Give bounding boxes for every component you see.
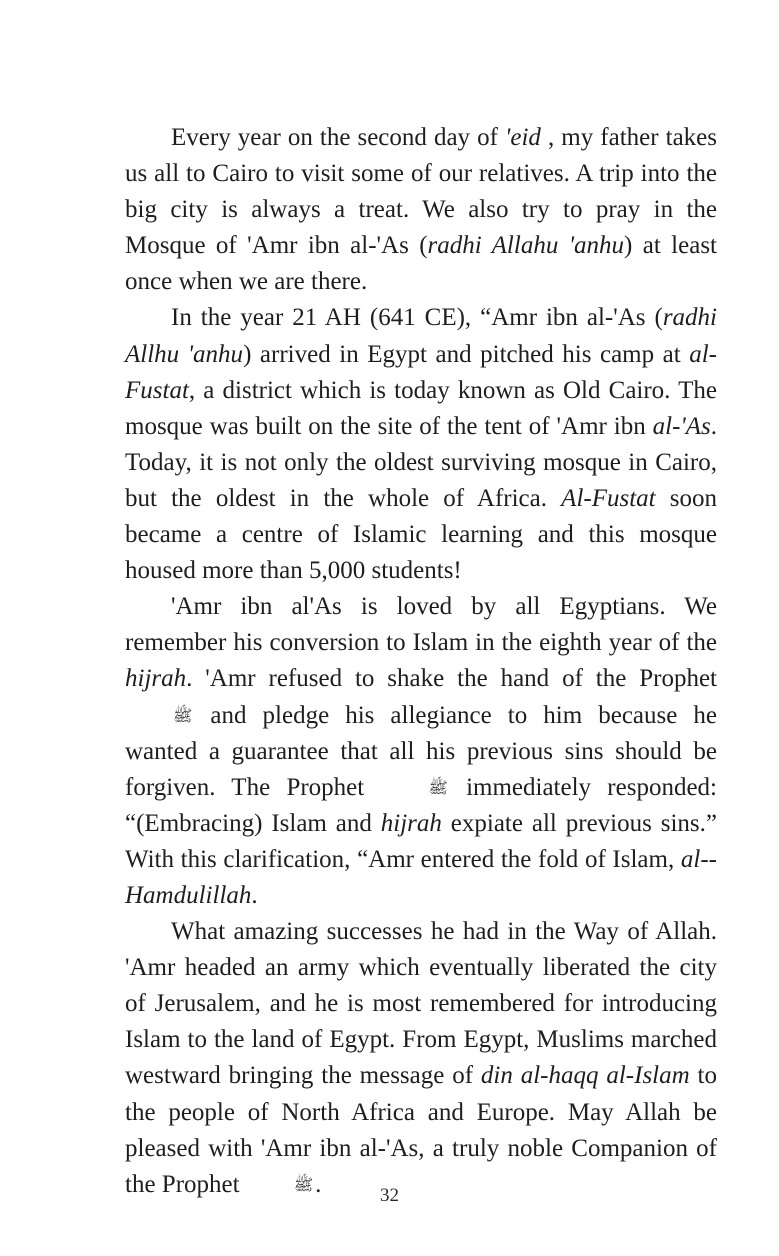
text-run: Every year on the second day of (171, 124, 506, 151)
italic-term: radhi Allahu 'anhu (427, 232, 625, 260)
salawat-icon: ﷺ (293, 1176, 314, 1194)
italic-term: hijrah (380, 809, 442, 837)
italic-term: radhi Allhu 'anhu (125, 304, 717, 368)
italic-term: al-'As (652, 412, 711, 440)
paragraph-mosque-history (125, 300, 717, 589)
text-run: ) arrived in Egypt and pitched his camp at (243, 340, 690, 368)
text-run: In the year 21 AH (641 CE), “Amr ibn al-'As ( (171, 304, 663, 332)
italic-term: din al-haqq al-Islam (480, 1062, 690, 1090)
text-run: and pledge his allegiance to him because he wanted a guarantee that all his previous sins should be forgiven. The Prophet (125, 701, 717, 801)
salawat-icon: ﷺ (173, 707, 193, 725)
italic-term: al-Hamdulillah (125, 845, 717, 909)
paragraph-successes (125, 914, 717, 1203)
body-text (125, 120, 717, 1203)
text-run: soon became a centre of Islamic learning and this mosque housed more than 5,000 students! (125, 484, 718, 585)
italic-term: 'eid (505, 124, 541, 151)
text-run: 'Amr ibn al'As is loved by all Egyptians. We remember his conversion to Islam in the eighth year of the (125, 593, 717, 657)
text-run: ) at least once when we are there. (125, 232, 717, 296)
text-run: to the people of North Africa and Europe. May Allah be pleased with 'Amr ibn al-'As, a truly noble Companion of the Prophet (125, 1062, 717, 1198)
text-run: . (315, 1170, 322, 1198)
italic-term: al-Fustat (125, 340, 718, 404)
text-run: . Today, it is not only the oldest surviving mosque in Cairo, but the oldest in the whole of Africa. (125, 412, 717, 512)
text-run: . 'Amr refused to shake the hand of the Prophet (186, 665, 717, 693)
italic-term: Al-Fustat (561, 484, 656, 512)
text-run: . (251, 881, 258, 909)
text-run: What amazing successes he had in the Way of Allah. 'Amr headed an army which eventually liberated the city of Jerusalem, and he is most remembered for introducing Islam to the land of Egypt. From Egypt, Muslims marched westward bringing the message of (125, 918, 717, 1090)
text-run: , a district which is today known as Old Cairo. The mosque was built on the site of the tent of 'Amr ibn (125, 376, 717, 440)
paragraph-eid-visit (125, 120, 717, 300)
italic-term: hijrah (125, 665, 187, 693)
text-run: immediately responded: “(Embracing) Islam and (125, 773, 717, 837)
salawat-icon: ﷺ (428, 779, 448, 797)
paragraph-conversion (125, 589, 717, 914)
text-run: expiate all previous sins.” With this clarification, “Amr entered the fold of Islam, (125, 809, 717, 873)
text-run: , my father takes us all to Cairo to visit some of our relatives. A trip into the big city is always a treat. We also try to pray in the Mosque of 'Amr ibn al-'As ( (125, 124, 717, 260)
page-number: 32 (380, 1185, 399, 1206)
